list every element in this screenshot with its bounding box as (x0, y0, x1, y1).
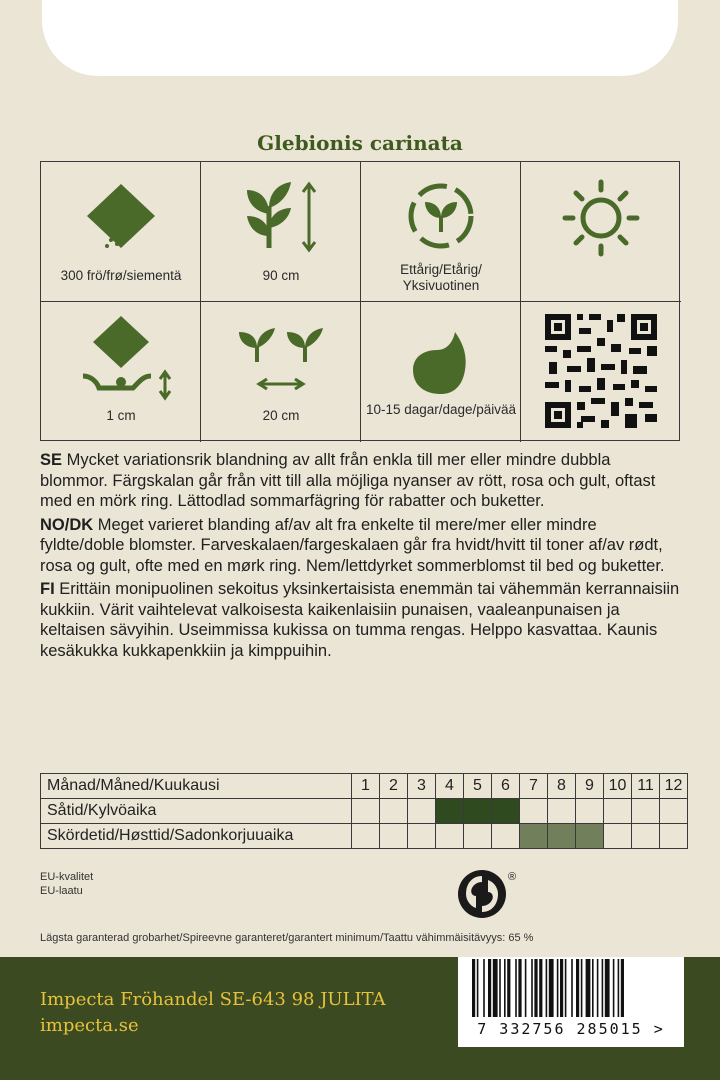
barcode-bars (458, 957, 684, 1019)
eu-quality-fi: EU-laatu (40, 885, 83, 897)
lifecycle-cell (361, 162, 521, 302)
spacing-cell (201, 302, 361, 442)
barcode-bar (493, 959, 498, 1017)
month-cell (604, 824, 632, 849)
barcode-bar (571, 959, 573, 1017)
barcode-bar (531, 959, 533, 1017)
barcode-bar (605, 959, 610, 1017)
month-3: 3 (408, 774, 436, 799)
germination-seed-icon (361, 302, 521, 442)
month-cell (492, 799, 520, 824)
calendar-row-sowing (41, 799, 688, 824)
growing-info-grid (40, 161, 680, 441)
description-text: Meget varieret blanding af/av alt fra enkelte til mere/mer eller mindre fyldte/doble blomster. Farveskalaen/fargeskalaen går fra hvidt/hvitt til toner af/av rødt, rosa og gult, ofte med en mørk ring. Nem/lettdyrket sommerblomst til bed og buketter. (40, 515, 665, 575)
month-cell (436, 799, 464, 824)
lang-code: FI (40, 580, 55, 598)
barcode-bar (549, 959, 554, 1017)
month-cell (604, 799, 632, 824)
month-cell (380, 824, 408, 849)
seed-count-cell (41, 162, 201, 302)
month-cell (660, 799, 688, 824)
month-8: 8 (548, 774, 576, 799)
month-cell (632, 799, 660, 824)
month-10: 10 (604, 774, 632, 799)
month-9: 9 (576, 774, 604, 799)
month-6: 6 (492, 774, 520, 799)
seed-count-label: 300 frö/frø/siementä (60, 268, 182, 283)
company-address: Impecta Fröhandel SE-643 98 JULITA (40, 989, 386, 1010)
month-4: 4 (436, 774, 464, 799)
month-cell (436, 824, 464, 849)
germination-label: 10-15 dagar/dage/päivää (365, 402, 517, 417)
description-section (40, 450, 680, 664)
sowing-depth-label: 1 cm (106, 408, 136, 423)
barcode-bar (586, 959, 591, 1017)
month-2: 2 (380, 774, 408, 799)
barcode-bar (499, 959, 501, 1017)
eu-quality (40, 870, 93, 898)
barcode-bar (592, 959, 594, 1017)
height-label: 90 cm (262, 268, 300, 283)
barcode-bar (546, 959, 548, 1017)
barcode-bar (488, 959, 491, 1017)
description-fi (40, 579, 680, 661)
month-cell (520, 824, 548, 849)
month-5: 5 (464, 774, 492, 799)
harvest-row-label: Skördetid/Høsttid/Sadonkorjuuaika (41, 824, 352, 849)
barcode-bar (477, 959, 479, 1017)
calendar-row-harvest (41, 824, 688, 849)
spacing-label: 20 cm (262, 408, 300, 423)
barcode-bar (539, 959, 542, 1017)
sowing-row-label: Såtid/Kylvöaika (41, 799, 352, 824)
full-sun-icon (521, 162, 681, 302)
description-no-dk (40, 515, 680, 577)
qr-code-cell (521, 302, 681, 442)
month-cell (576, 799, 604, 824)
sowing-calendar (40, 773, 688, 849)
month-cell (408, 799, 436, 824)
qr-code[interactable] (521, 302, 681, 442)
ean-barcode (458, 957, 684, 1047)
month-cell (660, 824, 688, 849)
green-dot-recycling-icon (456, 866, 520, 926)
month-cell (492, 824, 520, 849)
barcode-bar (602, 959, 604, 1017)
month-cell (352, 824, 380, 849)
barcode-bar (618, 959, 620, 1017)
month-cell (548, 824, 576, 849)
month-cell (352, 799, 380, 824)
barcode-bar (560, 959, 563, 1017)
barcode-bar (518, 959, 521, 1017)
barcode-bar (504, 959, 506, 1017)
germination-guarantee: Lägsta garanterad grobarhet/Spireevne garanteret/garantert minimum/Taattu vähimmäisitävyys: 65 % (40, 932, 534, 944)
month-cell (464, 799, 492, 824)
barcode-bar (565, 959, 567, 1017)
month-cell (576, 824, 604, 849)
description-text: Erittäin monipuolinen sekoitus yksinkertaisista enemmän tai vähemmän kerrannaisiin kukkiin. Värit vaihtelevat valkoisesta kaikenlaisiin punaisen, vaaleanpunaisen ja keltaisen sävyihin. Useimmissa kukissa on tumma rengas. Helppo kasvattaa. Kaunis kesäkukka kukkapenkkiin ja kimppuihin. (40, 580, 680, 660)
description-text: Mycket variationsrik blandning av allt från enkla till mer eller mindre dubbla blommor. Färgskalan går från vitt till alla möjliga nyanser av rött, rosa och gult, oftast med en mörk ring. Lättodlad sommarfägring för rabatter och buketter. (40, 451, 656, 510)
calendar-header-row (41, 774, 688, 799)
lang-code: NO/DK (40, 515, 94, 534)
barcode-bar (581, 959, 583, 1017)
month-cell (380, 799, 408, 824)
barcode-bar (483, 959, 485, 1017)
month-cell (548, 799, 576, 824)
barcode-bar (621, 959, 624, 1017)
species-name: Glebionis carinata (257, 131, 463, 155)
lifecycle-label: Ettårig/Etårig/ Yksivuotinen (400, 262, 482, 293)
hanging-tab-cutout (42, 0, 678, 76)
svg-text:®: ® (508, 871, 517, 883)
month-cell (464, 824, 492, 849)
barcode-number: 7 332756 285015 > (477, 1020, 665, 1038)
description-se (40, 450, 680, 512)
month-cell (408, 824, 436, 849)
month-cell (520, 799, 548, 824)
month-cell (632, 824, 660, 849)
barcode-bar (597, 959, 599, 1017)
germination-cell (361, 302, 521, 442)
barcode-bar (515, 959, 517, 1017)
month-12: 12 (660, 774, 688, 799)
lang-code: SE (40, 451, 63, 469)
website-link[interactable]: impecta.se (40, 1015, 139, 1036)
month-7: 7 (520, 774, 548, 799)
barcode-bar (525, 959, 527, 1017)
month-1: 1 (352, 774, 380, 799)
height-cell (201, 162, 361, 302)
month-11: 11 (632, 774, 660, 799)
sun-cell (521, 162, 681, 302)
barcode-bar (534, 959, 537, 1017)
barcode-bar (507, 959, 510, 1017)
sowing-depth-cell (41, 302, 201, 442)
barcode-bar (613, 959, 615, 1017)
eu-quality-se: EU-kvalitet (40, 871, 94, 883)
footer-address (40, 987, 386, 1039)
barcode-bar (472, 959, 475, 1017)
barcode-bar (557, 959, 559, 1017)
barcode-bar (576, 959, 579, 1017)
calendar-header-label: Månad/Måned/Kuukausi (41, 774, 352, 799)
